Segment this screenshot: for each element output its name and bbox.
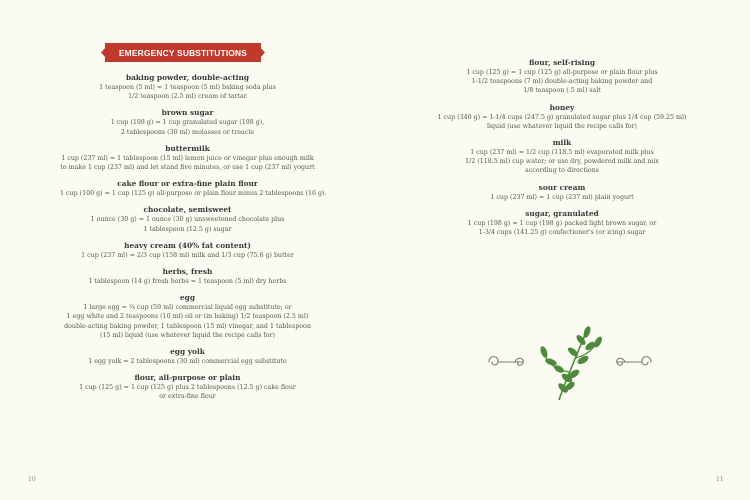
substitution-entry bbox=[60, 241, 315, 260]
entry-description-line: 1 egg white and 2 teaspoons (10 ml) oil or (in baking) 1/2 teaspoon (2.5 ml) bbox=[66, 313, 309, 321]
entry-description-line: to make 1 cup (237 ml) and let stand five minutes, or use 1 cup (237 ml) yogurt bbox=[60, 164, 315, 172]
entry-description-line: (15 ml) liquid (use whatever liquid the recipe calls for) bbox=[100, 331, 275, 339]
substitution-entry bbox=[60, 347, 315, 366]
substitution-entry bbox=[433, 183, 691, 202]
substitution-entry bbox=[60, 267, 315, 286]
entry-description-line: or extra-fine flour bbox=[159, 393, 216, 401]
left-substitution-list bbox=[60, 73, 327, 409]
entry-title: egg bbox=[179, 293, 196, 303]
leaf-sprig-icon bbox=[539, 325, 603, 400]
entry-title: sugar, granulated bbox=[525, 208, 599, 218]
substitution-entry bbox=[60, 144, 315, 172]
entry-title: milk bbox=[552, 138, 572, 148]
page-number-left: 10 bbox=[28, 476, 36, 483]
entry-description-line: 1 cup (125 g) = 1 cup (125 g) plus 2 tablespoons (12.5 g) cake flour bbox=[79, 384, 296, 392]
entry-description-line: 1 cup (237 ml) = 2/3 cup (158 ml) milk and 1/3 cup (75.6 g) butter bbox=[81, 251, 294, 259]
entry-title: buttermilk bbox=[165, 143, 210, 153]
entry-description-line: 1 cup (125 g) = 1 cup (125 g) all-purpose or plain flour plus bbox=[466, 69, 658, 76]
right-page bbox=[375, 0, 750, 500]
entry-description-line: 1/8 teaspoon (.5 ml) salt bbox=[523, 87, 601, 95]
entry-title: honey bbox=[549, 102, 575, 112]
decorative-ornament bbox=[475, 322, 665, 402]
entry-description-line: 1 tablespoon (14 g) fresh herbs = 1 teaspoon (5 ml) dry herbs bbox=[88, 278, 287, 286]
entry-description-line: 1 cup (237 ml) = 1 tablespoon (15 ml) lemon juice or vinegar plus enough milk bbox=[61, 154, 314, 162]
entry-description-line: 1-3/4 cups (141.25 g) confectioner's (or icing) sugar bbox=[478, 229, 646, 237]
entry-title: brown sugar bbox=[161, 108, 214, 118]
entry-description-line: 1 tablespoon (12.5 g) sugar bbox=[143, 225, 232, 233]
page-number-right: 11 bbox=[716, 476, 724, 483]
entry-title: flour, all-purpose or plain bbox=[134, 373, 241, 383]
entry-title: sour cream bbox=[538, 182, 586, 192]
entry-description-line: 1 cup (340 g) = 1-1/4 cups (247.5 g) granulated sugar plus 1/4 cup (59.25 ml) bbox=[437, 113, 687, 121]
substitution-entry bbox=[60, 108, 315, 136]
substitution-entry bbox=[60, 205, 315, 233]
entry-title: herbs, fresh bbox=[162, 267, 213, 277]
substitution-entry bbox=[60, 373, 315, 401]
left-swirl-icon bbox=[489, 357, 523, 366]
entry-description-line: 1/2 (118.5 ml) cup water; or use dry, powdered milk and mix bbox=[465, 158, 659, 166]
right-substitution-list bbox=[433, 58, 691, 244]
entry-description-line: 1/2 teaspoon (2.5 ml) cream of tartar bbox=[128, 93, 247, 101]
entry-description-line: 1 cup (198 g) = 1 cup granulated sugar (198 g), bbox=[110, 119, 265, 127]
entry-description-line: 1 egg yolk = 2 tablespoons (30 ml) commercial egg substitute bbox=[88, 358, 287, 366]
entry-description-line: according to directions bbox=[525, 167, 599, 175]
entry-title: egg yolk bbox=[170, 347, 205, 357]
entry-description-line: 1 large egg = ¼ cup (59 ml) commercial liquid egg substitute; or bbox=[83, 304, 292, 312]
entry-description-line: 1 cup (198 g) = 1 cup (198 g) packed light brown sugar, or bbox=[467, 219, 657, 227]
entry-title: cake flour or extra-fine plain flour bbox=[117, 179, 258, 189]
entry-description-line: 1 cup (237 ml) = 1 cup (237 ml) plain yogurt bbox=[490, 193, 634, 201]
entry-description-line: 1 cup (100 g) = 1 cup (125 g) all-purpose or plain flour minus 2 tablespoons (16 g). bbox=[60, 190, 327, 198]
substitution-entry bbox=[60, 179, 327, 198]
substitution-entry bbox=[433, 209, 691, 237]
entry-description-line: 1-1/2 teaspoons (7 ml) double-acting baking powder and bbox=[471, 78, 653, 86]
entry-title: flour, self-rising bbox=[528, 58, 596, 67]
entry-description-line: 2 tablespoons (30 ml) molasses or treacle bbox=[120, 128, 255, 136]
substitution-entry bbox=[433, 138, 691, 176]
entry-description-line: liquid (use whatever liquid the recipe calls for) bbox=[486, 122, 638, 130]
section-title: EMERGENCY SUBSTITUTIONS bbox=[118, 47, 248, 58]
entry-title: chocolate, semisweet bbox=[143, 205, 232, 215]
entry-description-line: 1 cup (237 ml) = 1/2 cup (118.5 ml) evaporated milk plus bbox=[470, 149, 654, 157]
right-swirl-icon bbox=[617, 357, 651, 366]
entry-description-line: 1 teaspoon (5 ml) = 1 teaspoon (5 ml) baking soda plus bbox=[99, 84, 276, 91]
entry-title: baking powder, double-acting bbox=[125, 73, 250, 82]
substitution-entry bbox=[433, 58, 691, 96]
substitution-entry bbox=[433, 103, 691, 131]
substitution-entry bbox=[60, 73, 315, 101]
substitution-entry bbox=[60, 293, 315, 340]
entry-description-line: double-acting baking powder, 1 tablespoon (15 ml) vinegar, and 1 tablespoon bbox=[64, 322, 311, 330]
entry-title: heavy cream (40% fat content) bbox=[124, 240, 251, 250]
entry-description-line: 1 ounce (30 g) = 1 ounce (30 g) unsweetened chocolate plus bbox=[90, 216, 285, 224]
section-banner bbox=[106, 44, 260, 61]
